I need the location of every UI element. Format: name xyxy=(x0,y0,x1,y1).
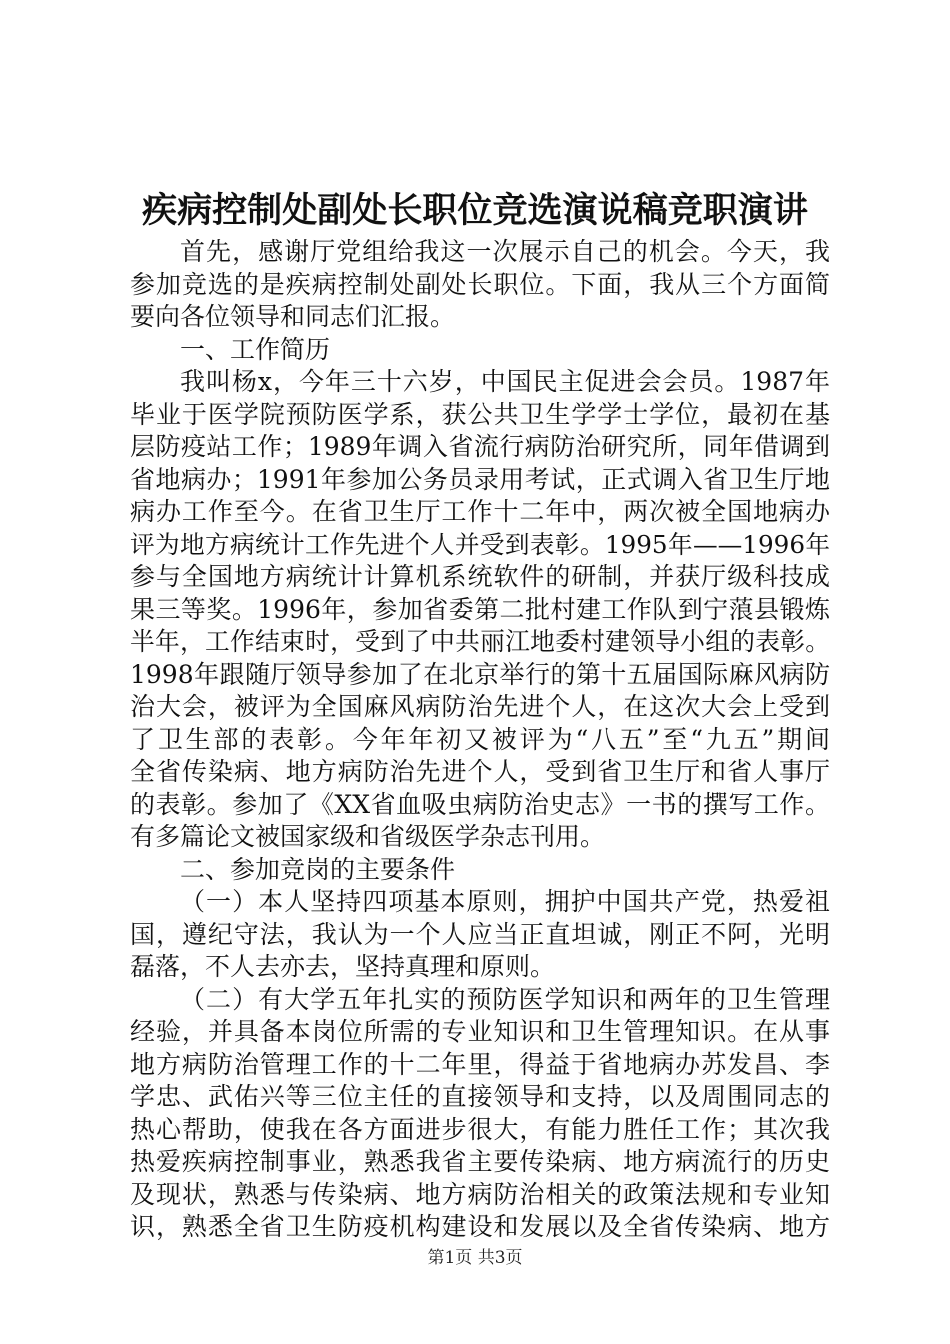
text-line: （二）有大学五年扎实的预防医学知识和两年的卫生管理 xyxy=(180,984,830,1014)
document-body xyxy=(130,236,830,1244)
document-title: 疾病控制处副处长职位竞选演说稿竞职演讲 xyxy=(142,190,808,231)
text-line: 学忠、武佑兴等三位主任的直接领导和支持，以及周围同志的 xyxy=(130,1082,830,1111)
text-line: 及现状，熟悉与传染病、地方病防治相关的政策法规和专业知 xyxy=(130,1179,830,1209)
text-line: 全省传染病、地方病防治先进个人，受到省卫生厅和省人事厅 xyxy=(130,757,830,786)
text-line: 一、工作简历 xyxy=(180,334,331,364)
page-footer: 第1页 共3页 xyxy=(427,1248,523,1268)
text-line: 国，遵纪守法，我认为一个人应当正直坦诚，刚正不阿，光明 xyxy=(130,919,830,949)
text-line: 了卫生部的表彰。今年年初又被评为“八五”至“九五”期间 xyxy=(130,724,830,754)
text-line: 层防疫站工作；1989年调入省流行病防治研究所，同年借调到 xyxy=(130,432,830,461)
text-line: 参加竞选的是疾病控制处副处长职位。下面，我从三个方面简 xyxy=(130,269,830,299)
text-line: 要向各位领导和同志们汇报。 xyxy=(130,302,456,331)
text-line: 有多篇论文被国家级和省级医学杂志刊用。 xyxy=(130,822,606,851)
text-line: 热心帮助，使我在各方面进步很大，有能力胜任工作；其次我 xyxy=(130,1114,830,1144)
text-line: 治大会，被评为全国麻风病防治先进个人，在这次大会上受到 xyxy=(130,692,830,721)
text-line: 参与全国地方病统计计算机系统软件的研制，并获厅级科技成 xyxy=(130,562,830,591)
text-line: 评为地方病统计工作先进个人并受到表彰。1995年——1996年 xyxy=(130,529,830,559)
text-line: （一）本人坚持四项基本原则，拥护中国共产党，热爱祖 xyxy=(180,887,830,916)
text-line: 我叫杨x，今年三十六岁，中国民主促进会会员。1987年 xyxy=(180,367,830,396)
text-line: 地方病防治管理工作的十二年里，得益于省地病办苏发昌、李 xyxy=(130,1049,830,1079)
text-line: 1998年跟随厅领导参加了在北京举行的第十五届国际麻风病防 xyxy=(130,659,830,689)
text-line: 首先，感谢厅党组给我这一次展示自己的机会。今天，我 xyxy=(180,237,830,266)
text-line: 的表彰。参加了《XX省血吸虫病防治史志》一书的撰写工作。 xyxy=(130,789,830,819)
text-line: 热爱疾病控制事业，熟悉我省主要传染病、地方病流行的历史 xyxy=(130,1147,830,1176)
text-line: 毕业于医学院预防医学系，获公共卫生学学士学位，最初在基 xyxy=(130,399,830,429)
text-line: 半年，工作结束时，受到了中共丽江地委村建领导小组的表彰。 xyxy=(130,627,830,656)
text-line: 经验，并具备本岗位所需的专业知识和卫生管理知识。在从事 xyxy=(130,1017,830,1046)
text-line: 磊落，不人去亦去，坚持真理和原则。 xyxy=(130,952,556,981)
text-line: 二、参加竞岗的主要条件 xyxy=(180,854,456,884)
text-line: 省地病办；1991年参加公务员录用考试，正式调入省卫生厅地 xyxy=(130,464,830,494)
text-line: 果三等奖。1996年，参加省委第二批村建工作队到宁蒗县锻炼 xyxy=(130,594,830,624)
text-line: 病办工作至今。在省卫生厅工作十二年中，两次被全国地病办 xyxy=(130,497,830,526)
text-line: 识，熟悉全省卫生防疫机构建设和发展以及全省传染病、地方 xyxy=(130,1212,830,1241)
